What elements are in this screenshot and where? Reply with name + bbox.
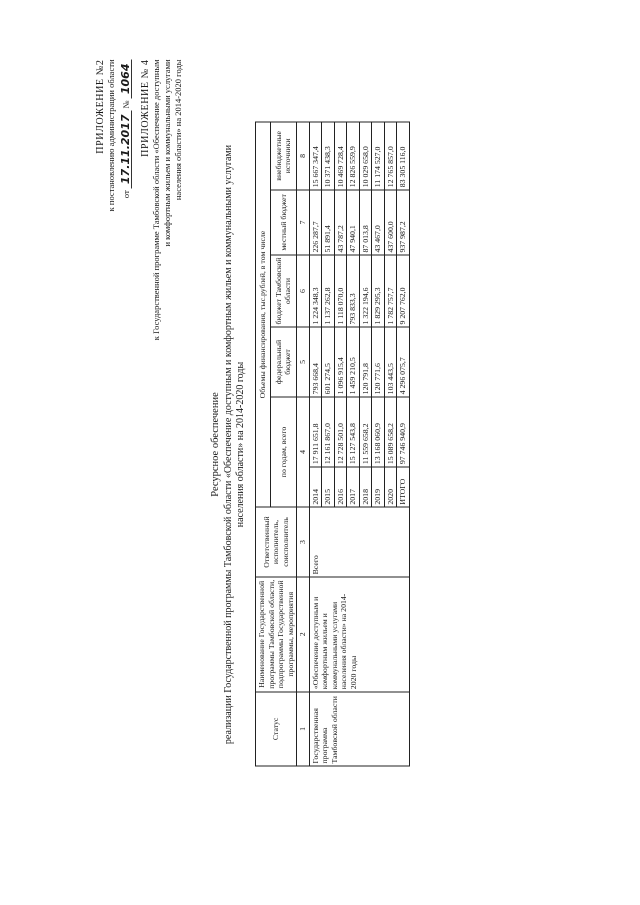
document-heading	[210, 95, 248, 795]
local-cell: 47 940,1	[347, 190, 360, 255]
appendix-2-title: ПРИЛОЖЕНИЕ №2	[95, 59, 106, 154]
header-regional: бюджет Тамбовской области	[270, 255, 296, 327]
extrabudget-cell: 10 029 658,0	[359, 122, 372, 190]
heading-title: Ресурсное обеспечение	[210, 392, 221, 497]
table-body	[309, 122, 409, 766]
appendix-2-block	[95, 60, 132, 420]
federal-cell: 793 668,4	[309, 327, 322, 397]
local-cell: 937 987,2	[397, 190, 410, 255]
appendix-2-date-line	[120, 60, 132, 420]
total-cell: 97 746 940,9	[397, 397, 410, 467]
appendix-4-block	[140, 60, 184, 530]
extrabudget-cell: 11 174 527,0	[372, 122, 385, 190]
regional-cell: 9 207 762,0	[397, 255, 410, 327]
year-cell: 2018	[359, 467, 372, 508]
year-cell: 2020	[384, 467, 397, 508]
header-federal: федеральный бюджет	[270, 327, 296, 397]
local-cell: 437 600,0	[384, 190, 397, 255]
local-cell: 226 287,7	[309, 190, 322, 255]
total-cell: 11 559 658,2	[359, 397, 372, 467]
header-row	[256, 122, 271, 766]
header-extrabudget: внебюджетные источники	[270, 122, 296, 190]
column-number: 4	[297, 397, 310, 507]
header-by-years: по годам, всего	[270, 397, 296, 507]
heading-line: населения области» на 2014-2020 годы	[235, 361, 246, 528]
total-cell: 12 728 501,0	[334, 397, 347, 467]
federal-cell: 4 296 075,7	[397, 327, 410, 397]
local-cell: 43 787,2	[334, 190, 347, 255]
year-cell: 2014	[309, 467, 322, 508]
extrabudget-cell: 10 371 438,3	[322, 122, 335, 190]
federal-cell: 1 096 915,4	[334, 327, 347, 397]
extrabudget-cell: 83 305 116,0	[397, 122, 410, 190]
extrabudget-cell: 15 667 347,4	[309, 122, 322, 190]
date-prefix: от	[121, 190, 131, 199]
extrabudget-cell: 10 469 728,4	[334, 122, 347, 190]
total-cell: 17 911 651,8	[309, 397, 322, 467]
federal-cell: 601 274,5	[322, 327, 335, 397]
appendix-4-line: населения области» на 2014-2020 годы	[173, 59, 183, 201]
federal-cell: 120 791,8	[359, 327, 372, 397]
status-cell: Государственная программа Тамбовской области	[309, 692, 409, 766]
federal-cell: 120 771,6	[372, 327, 385, 397]
year-cell: 2017	[347, 467, 360, 508]
handwritten-number: 1064	[120, 60, 132, 99]
year-cell: 2016	[334, 467, 347, 508]
regional-cell: 1 137 262,8	[322, 255, 335, 327]
column-number: 5	[297, 327, 310, 397]
local-cell: 87 013,8	[359, 190, 372, 255]
header-name: Наименование Государственной программы Тамбовской области, подпрограммы Государственной программы, мероприятия	[256, 577, 297, 692]
header-executor: Ответственный исполнитель, соисполнитель	[256, 507, 297, 577]
extrabudget-cell: 12 765 857,0	[384, 122, 397, 190]
year-cell: 2019	[372, 467, 385, 508]
number-prefix: №	[121, 100, 131, 109]
resource-table	[255, 122, 410, 767]
column-number-row	[297, 122, 310, 766]
appendix-4-line: к Государственной программе Тамбовской области «Обеспечение доступным	[151, 59, 161, 341]
year-cell: ИТОГО	[397, 467, 410, 508]
regional-cell: 1 118 070,0	[334, 255, 347, 327]
extrabudget-cell: 12 826 559,9	[347, 122, 360, 190]
program-name-cell: «Обеспечение доступным и комфортным жильем и коммунальными услугами населения области» на 2014-2020 годы	[309, 577, 409, 692]
total-cell: 15 127 543,8	[347, 397, 360, 467]
regional-cell: 1 322 194,6	[359, 255, 372, 327]
regional-cell: 793 833,3	[347, 255, 360, 327]
column-number: 3	[297, 507, 310, 577]
executor-cell: Всего	[309, 507, 409, 577]
regional-cell: 1 782 757,7	[384, 255, 397, 327]
federal-cell: 103 443,5	[384, 327, 397, 397]
column-number: 6	[297, 255, 310, 327]
table-row	[309, 122, 322, 766]
total-cell: 15 089 658,2	[384, 397, 397, 467]
header-status: Статус	[256, 692, 297, 766]
column-number: 7	[297, 190, 310, 255]
appendix-4-title: ПРИЛОЖЕНИЕ № 4	[140, 59, 151, 157]
heading-line: реализации Государственной программы Тамбовской области «Обеспечение доступным и комфортным жильем и коммунальными услугами	[222, 144, 234, 745]
local-cell: 51 891,4	[322, 190, 335, 255]
column-number: 2	[297, 577, 310, 692]
federal-cell: 1 459 210,5	[347, 327, 360, 397]
appendix-2-subtitle: к постановлению администрации области	[106, 59, 116, 212]
header-local: местный бюджет	[270, 190, 296, 255]
appendix-4-line: и комфортным жильем и коммунальными услугами	[162, 59, 172, 247]
column-number: 8	[297, 122, 310, 190]
year-cell: 2015	[322, 467, 335, 508]
total-cell: 12 161 867,0	[322, 397, 335, 467]
regional-cell: 1 224 348,3	[309, 255, 322, 327]
handwritten-date: 17.11.2017	[120, 111, 132, 189]
total-cell: 13 168 060,9	[372, 397, 385, 467]
regional-cell: 1 829 295,3	[372, 255, 385, 327]
local-cell: 43 467,0	[372, 190, 385, 255]
column-number: 1	[297, 692, 310, 766]
header-funding: Объемы финансирования, тыс.рублей, в том числе	[256, 122, 271, 507]
